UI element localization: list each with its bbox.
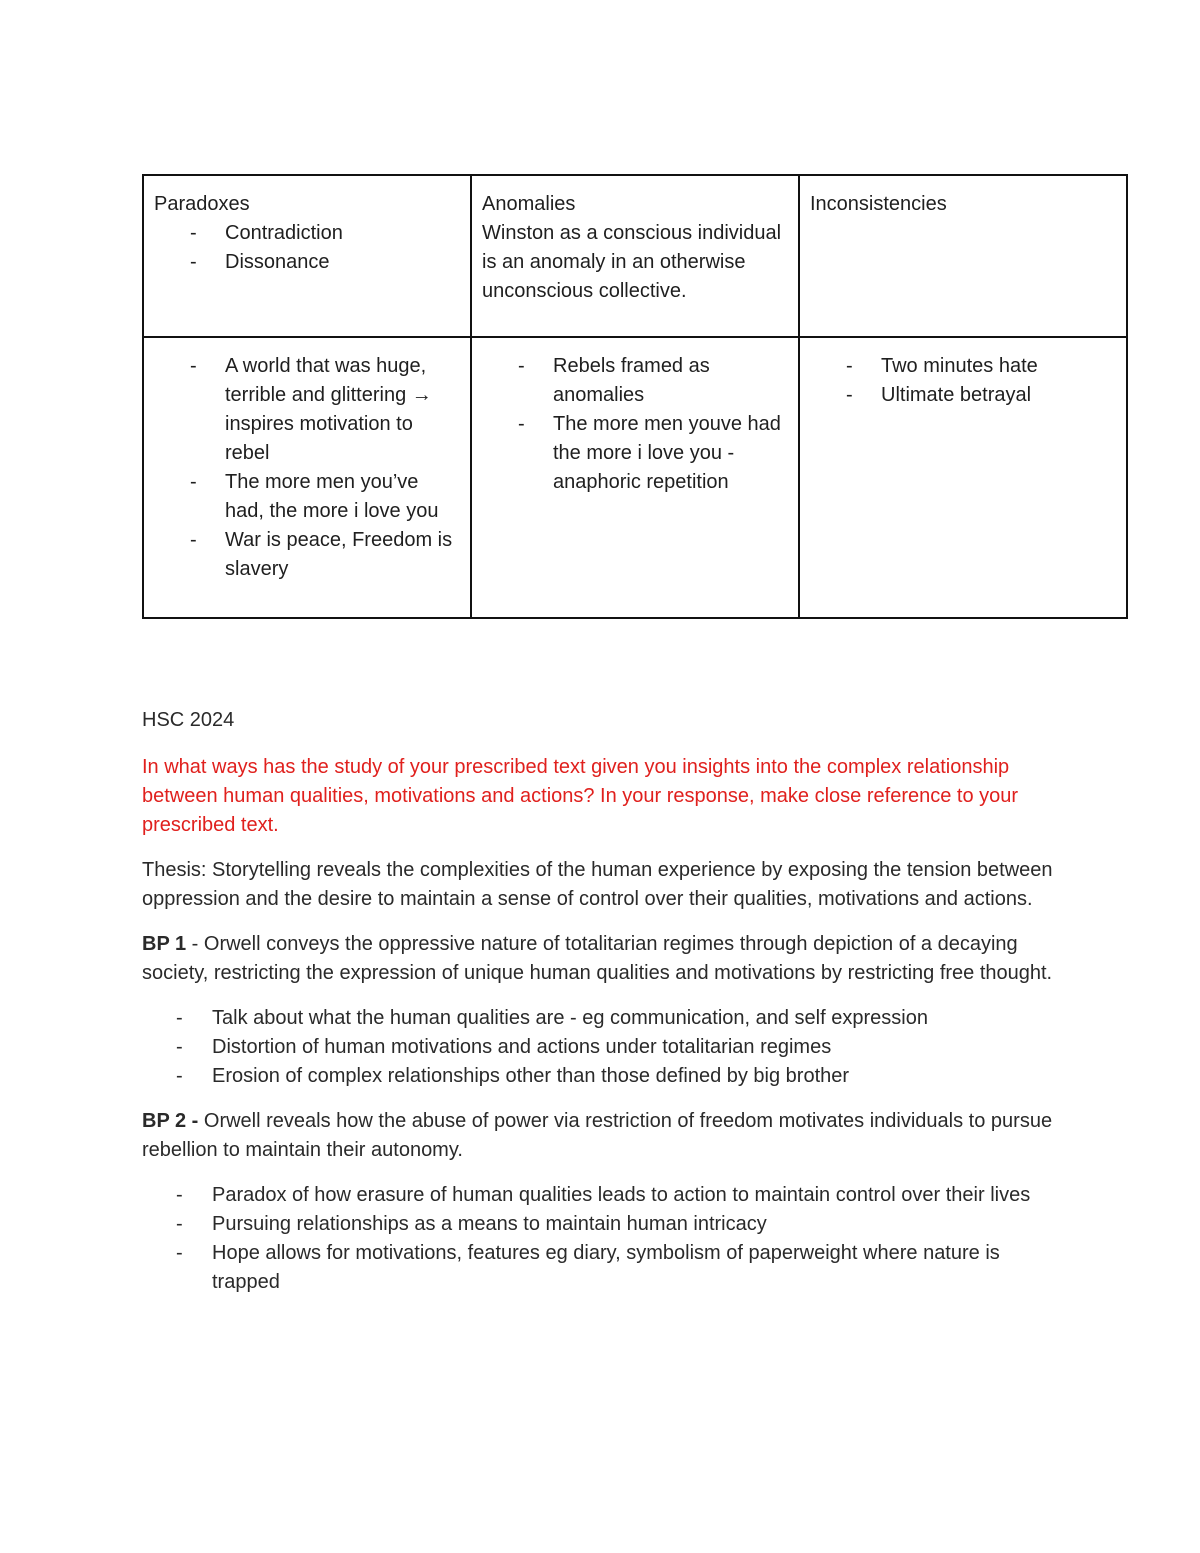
analysis-table <box>142 174 1128 619</box>
paradoxes-subitems <box>154 219 460 277</box>
table-cell-inconsistencies-examples <box>799 337 1127 618</box>
anomalies-note: Winston as a conscious individual is an anomaly in an otherwise unconscious collective. <box>482 222 782 302</box>
list-item: - Talk about what the human qualities are - eg communication, and self expression <box>142 1004 1062 1033</box>
bp2-text: Orwell reveals how the abuse of power via restriction of freedom motivates individuals to pursue rebellion to maintain their autonomy. <box>142 1110 1053 1161</box>
column-title-paradoxes: Paradoxes <box>154 193 250 215</box>
paradoxes-examples-list <box>154 352 460 584</box>
thesis-statement: Thesis: Storytelling reveals the complexities of the human experience by exposing the tension between oppression and the desire to maintain a sense of control over their qualities, motivations and actions. <box>142 859 1053 910</box>
essay-question: In what ways has the study of your prescribed text given you insights into the complex relationship between human qualities, motivations and actions? In your response, make close reference to your prescribed text. <box>142 756 1019 836</box>
list-item: - Two minutes hate <box>810 352 1116 381</box>
list-item: - Dissonance <box>154 248 460 277</box>
column-title-anomalies: Anomalies <box>482 193 576 215</box>
anomalies-examples-list <box>482 352 788 497</box>
table-cell-inconsistencies-header <box>799 175 1127 337</box>
exam-heading: HSC 2024 <box>142 709 235 731</box>
table-cell-paradoxes-header <box>143 175 471 337</box>
bp1-text: - Orwell conveys the oppressive nature of totalitarian regimes through depiction of a decaying society, restricting the expression of unique human qualities and motivations by restricting free thought. <box>142 933 1053 984</box>
list-item: - Hope allows for motivations, features eg diary, symbolism of paperweight where nature is trapped <box>142 1239 1062 1297</box>
column-title-inconsistencies: Inconsistencies <box>810 193 947 215</box>
list-item: - Paradox of how erasure of human qualities leads to action to maintain control over their lives <box>142 1181 1062 1210</box>
list-item: - Contradiction <box>154 219 460 248</box>
table-cell-anomalies-header <box>471 175 799 337</box>
inconsistencies-examples-list <box>810 352 1116 410</box>
list-item: - Ultimate betrayal <box>810 381 1116 410</box>
bp2-label: BP 2 - <box>142 1110 199 1132</box>
list-item: - Distortion of human motivations and actions under totalitarian regimes <box>142 1033 1062 1062</box>
bp1-points <box>142 1004 1062 1091</box>
list-item: - Pursuing relationships as a means to maintain human intricacy <box>142 1210 1062 1239</box>
list-item: - The more men you’ve had, the more i love you <box>154 468 460 526</box>
list-item: - The more men youve had the more i love you - anaphoric repetition <box>482 410 788 497</box>
list-item: - Erosion of complex relationships other than those defined by big brother <box>142 1062 1062 1091</box>
table-header-row <box>143 175 1127 337</box>
essay-plan <box>142 706 1062 1313</box>
list-item: - War is peace, Freedom is slavery <box>154 526 460 584</box>
bp1-label: BP 1 <box>142 933 187 955</box>
list-item: - A world that was huge, terrible and glittering → inspires motivation to rebel <box>154 352 460 468</box>
bp2-points <box>142 1181 1062 1297</box>
table-cell-anomalies-examples <box>471 337 799 618</box>
body-paragraph-2 <box>142 1107 1062 1165</box>
table-cell-paradoxes-examples <box>143 337 471 618</box>
body-paragraph-1 <box>142 930 1062 988</box>
table-row <box>143 337 1127 618</box>
list-item: - Rebels framed as anomalies <box>482 352 788 410</box>
